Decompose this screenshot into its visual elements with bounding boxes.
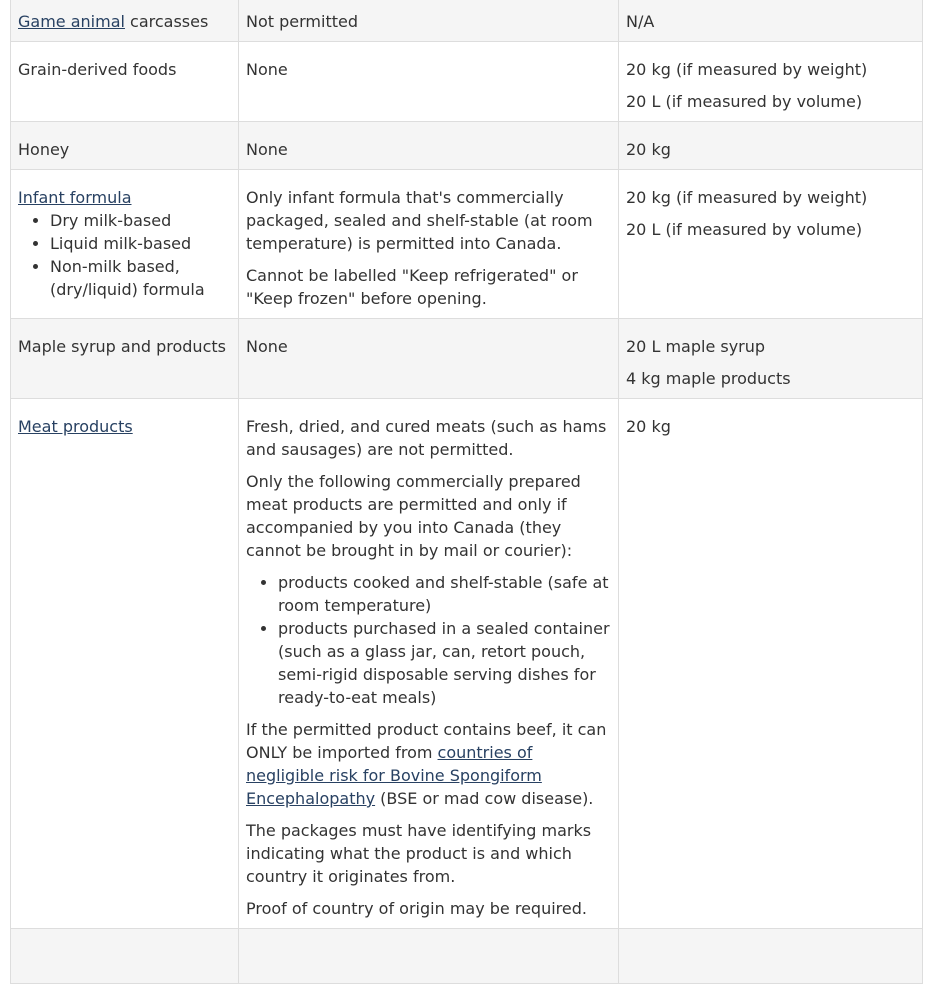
limit-cell (619, 0, 923, 42)
restriction-text: None (246, 140, 288, 159)
table-row (11, 929, 923, 984)
product-cell (11, 0, 239, 42)
import-limits-table (10, 0, 923, 984)
restriction-cell (239, 170, 619, 319)
game-animal-link[interactable]: Game animal (18, 12, 125, 31)
list-item: • Dry milk-based (50, 209, 231, 232)
table-row (11, 122, 923, 170)
limit-text: 20 kg (if measured by weight) (626, 60, 868, 79)
limit-text: 20 L maple syrup (626, 337, 766, 356)
limit-text: 20 L (if measured by volume) (626, 92, 863, 111)
limit-cell (619, 42, 923, 122)
restriction-cell (239, 319, 619, 399)
list-item: • products cooked and shelf-stable (safe at room temperature) (278, 571, 611, 617)
restriction-text: None (246, 337, 288, 356)
formula-type-list (18, 209, 231, 301)
restriction-cell (239, 399, 619, 929)
bse-text-after: (BSE or mad cow disease). (375, 789, 594, 808)
restriction-text: Cannot be labelled "Keep refrigerated" or "Keep frozen" before opening. (246, 266, 578, 308)
limit-cell (619, 319, 923, 399)
restriction-cell (239, 929, 619, 984)
restriction-text: None (246, 60, 288, 79)
list-item: • Liquid milk-based (50, 232, 231, 255)
table-row (11, 0, 923, 42)
bse-text-before: If the permitted product contains beef, it can ONLY be imported from (246, 720, 607, 762)
infant-formula-link[interactable]: Infant formula (18, 188, 132, 207)
restriction-cell (239, 0, 619, 42)
product-cell (11, 929, 239, 984)
product-cell (11, 42, 239, 122)
product-cell (11, 399, 239, 929)
limit-text: 20 kg (626, 140, 671, 159)
limit-text: 20 L (if measured by volume) (626, 220, 863, 239)
product-name: Honey (18, 140, 70, 159)
restriction-text (246, 718, 611, 810)
product-name: Maple syrup and products (18, 337, 226, 356)
restriction-text: Only the following commercially prepared meat products are permitted and only if accompanied by you into Canada (they cannot be brought in by mail or courier): (246, 472, 581, 560)
product-name: Grain-derived foods (18, 60, 177, 79)
limit-text: 20 kg (if measured by weight) (626, 188, 868, 207)
limit-cell (619, 399, 923, 929)
product-cell (11, 170, 239, 319)
negligible-risk-countries-link[interactable]: countries of negligible risk for Bovine Spongiform Encephalopathy (246, 743, 542, 808)
limit-cell (619, 929, 923, 984)
restriction-cell (239, 122, 619, 170)
table-row (11, 399, 923, 929)
product-cell (11, 122, 239, 170)
restriction-text: Only infant formula that's commercially packaged, sealed and shelf-stable (at room temperature) is permitted into Canada. (246, 188, 593, 253)
meat-products-link[interactable]: Meat products (18, 417, 133, 436)
limit-cell (619, 122, 923, 170)
product-name-suffix: carcasses (124, 12, 209, 31)
restriction-text: Fresh, dried, and cured meats (such as hams and sausages) are not permitted. (246, 417, 607, 459)
restriction-cell (239, 42, 619, 122)
limit-text: N/A (626, 12, 655, 31)
table-row (11, 170, 923, 319)
limit-cell (619, 170, 923, 319)
limit-text: 20 kg (626, 417, 671, 436)
table-row (11, 42, 923, 122)
restriction-text: Proof of country of origin may be required. (246, 899, 587, 918)
permitted-products-list (246, 571, 611, 709)
table-row (11, 319, 923, 399)
limit-text: 4 kg maple products (626, 369, 791, 388)
restriction-text: Not permitted (246, 12, 358, 31)
list-item: • products purchased in a sealed container (such as a glass jar, can, retort pouch, semi-rigid disposable serving dishes for ready-to-eat meals) (278, 617, 611, 709)
list-item: • Non-milk based, (dry/liquid) formula (50, 255, 231, 301)
product-cell (11, 319, 239, 399)
restriction-text: The packages must have identifying marks indicating what the product is and which country it originates from. (246, 821, 592, 886)
